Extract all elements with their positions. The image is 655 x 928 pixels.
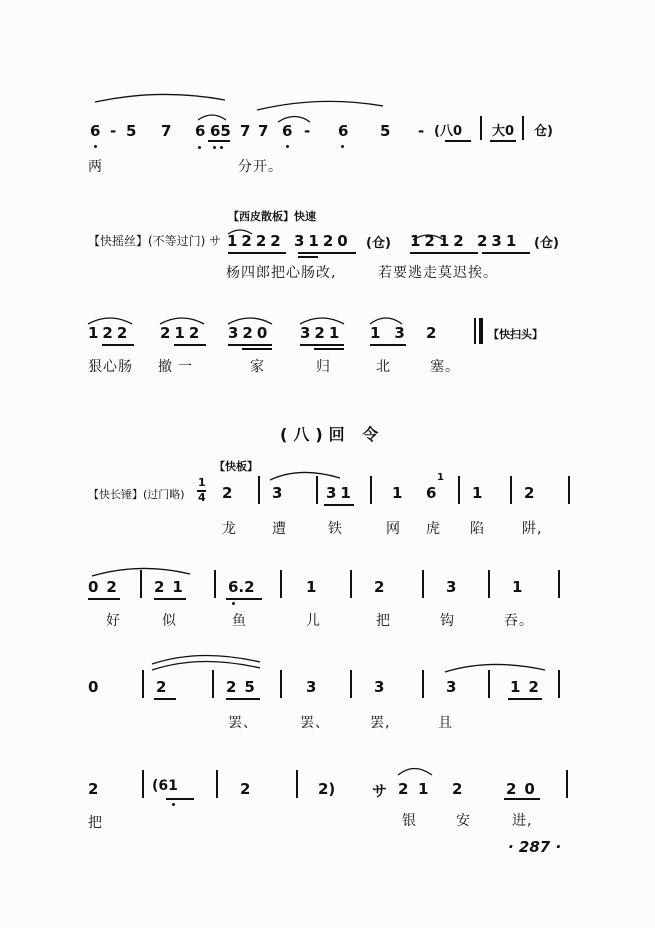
lyric: 遭 <box>272 521 287 537</box>
final-barline <box>479 318 483 344</box>
slur <box>152 655 260 664</box>
underline <box>482 252 530 254</box>
low-dot <box>341 145 344 148</box>
note: (八0 <box>434 124 462 139</box>
note: 5 <box>126 122 137 140</box>
barline <box>350 670 352 698</box>
note: 3 <box>446 578 457 596</box>
note: 2 <box>524 484 535 502</box>
note: 21 <box>154 578 191 596</box>
note: 6.2 <box>228 578 255 596</box>
note: 0 <box>88 678 99 696</box>
note: 2 <box>398 780 409 798</box>
lyric: 分开。 <box>238 159 283 175</box>
note: 3 <box>374 678 385 696</box>
barline <box>212 670 214 698</box>
lyric: 好 <box>106 613 121 629</box>
note: 1 <box>306 578 317 596</box>
note: 1 <box>472 484 483 502</box>
barline <box>422 670 424 698</box>
slur <box>445 664 545 672</box>
note: 3 <box>272 484 283 502</box>
lyric: 龙 <box>222 521 237 537</box>
phrase: 1222 3120 <box>227 232 352 250</box>
pause: (仓) <box>534 236 559 251</box>
lyric: 北 <box>376 359 391 375</box>
barline <box>488 670 490 698</box>
barline <box>422 570 424 598</box>
lyric: 钩 <box>440 613 455 629</box>
note: - <box>418 122 425 140</box>
lyric: 吞。 <box>504 613 534 629</box>
tempo-label: 【快板】 <box>214 460 258 473</box>
note: 2) <box>318 780 336 798</box>
lyric: 虎 <box>426 521 441 537</box>
note-group: 320 <box>228 324 272 342</box>
lyric: 且 <box>438 715 453 731</box>
barline <box>140 570 142 598</box>
underline <box>445 140 471 142</box>
slur <box>198 115 226 120</box>
lyric: 鱼 <box>232 613 247 629</box>
note: 6 <box>282 122 293 140</box>
low-dot <box>213 146 216 149</box>
underline <box>226 598 262 600</box>
note-group: 13 <box>370 324 419 342</box>
underline <box>166 798 194 800</box>
note: 5 <box>380 122 391 140</box>
underline <box>324 504 354 506</box>
lyric: 把 <box>376 613 391 629</box>
time-signature-top: 1 <box>198 476 206 489</box>
note: 1 <box>418 780 429 798</box>
note: 2 <box>240 780 251 798</box>
barline <box>216 770 218 798</box>
phrase: 1212 231 <box>410 232 521 250</box>
note: 2 <box>222 484 233 502</box>
underline <box>242 348 272 350</box>
slur <box>257 101 383 110</box>
lyric: 罢、 <box>228 715 258 731</box>
lyric: 归 <box>316 359 331 375</box>
barline <box>214 570 216 598</box>
low-dot <box>172 803 175 806</box>
section-title: (八)回 令 <box>280 425 385 444</box>
final-barline <box>474 318 476 344</box>
barline <box>142 670 144 698</box>
barline <box>370 476 372 504</box>
low-dot <box>220 146 223 149</box>
barline <box>296 770 298 798</box>
note: 6 <box>426 484 437 502</box>
note: 6 <box>338 122 349 140</box>
underline <box>154 698 176 700</box>
note-group: 321 <box>300 324 344 342</box>
slur <box>152 661 260 670</box>
lyric: 杨四郎把心肠改, <box>226 265 337 281</box>
note: - <box>110 122 117 140</box>
barline <box>558 670 560 698</box>
note: 7 <box>258 122 269 140</box>
end-label: 【快扫头】 <box>488 328 543 341</box>
barline <box>458 476 460 504</box>
underline <box>504 798 540 800</box>
note: (61 <box>152 778 178 794</box>
underline <box>490 140 516 142</box>
barline <box>566 770 568 798</box>
page-number: · 287 · <box>508 838 562 856</box>
underline <box>314 348 344 350</box>
note: 大0 <box>492 124 515 139</box>
underline <box>370 344 406 346</box>
underline <box>410 252 478 254</box>
lyric: 罢, <box>370 715 391 731</box>
lyric: 儿 <box>306 613 321 629</box>
slur <box>398 769 432 776</box>
underline <box>102 344 134 346</box>
barline <box>522 116 524 140</box>
barline <box>142 770 144 798</box>
barline <box>488 570 490 598</box>
underline <box>88 598 120 600</box>
note: 3 <box>446 678 457 696</box>
note: 12 <box>510 678 547 696</box>
note: 2 <box>374 578 385 596</box>
note: 1 <box>392 484 403 502</box>
underline <box>298 252 356 254</box>
barline <box>568 476 570 504</box>
underline <box>228 344 272 346</box>
note: 1 <box>512 578 523 596</box>
lyric: 若要逃走莫迟挨。 <box>378 265 498 281</box>
slur <box>95 94 225 102</box>
note: 31 <box>326 484 355 502</box>
lyric: 网 <box>386 521 401 537</box>
lyric: 银 <box>402 813 417 829</box>
underline <box>228 252 286 254</box>
lyric: 两 <box>88 159 103 175</box>
barline <box>480 116 482 140</box>
lyric: 撤一 <box>158 359 198 375</box>
note: 仓) <box>534 124 553 139</box>
low-dot <box>286 145 289 148</box>
pause: (仓) <box>366 236 391 251</box>
lyric: 阱, <box>522 521 543 537</box>
note: - <box>304 122 311 140</box>
low-dot <box>198 146 201 149</box>
note: 2 <box>156 678 167 696</box>
underline <box>154 598 186 600</box>
underline <box>508 698 542 700</box>
low-dot <box>232 602 235 605</box>
note: 2 <box>88 780 99 798</box>
underline <box>174 344 206 346</box>
barline <box>258 476 260 504</box>
barline <box>280 670 282 698</box>
barline <box>510 476 512 504</box>
lyric: 家 <box>250 359 265 375</box>
prefix-label: 【快摇丝】(不等过门) サ <box>88 234 222 248</box>
note: 3 <box>306 678 317 696</box>
lyric: 陷 <box>470 521 485 537</box>
lyric: 把 <box>88 815 103 831</box>
lyric: 铁 <box>328 521 343 537</box>
note: 2 <box>452 780 463 798</box>
low-dot <box>94 145 97 148</box>
lyric: 安 <box>456 813 471 829</box>
barline <box>350 570 352 598</box>
underline <box>300 344 344 346</box>
note-group: 122 <box>88 324 132 342</box>
note: 6 <box>195 122 206 140</box>
note-group: 212 <box>160 324 204 342</box>
lyric: 进, <box>512 813 533 829</box>
barline <box>316 476 318 504</box>
lyric: 似 <box>162 613 177 629</box>
prefix-label: 【快长锤】(过门略) <box>88 488 185 501</box>
note: 20 <box>506 780 543 798</box>
note: 7 <box>161 122 172 140</box>
note: 6 <box>90 122 101 140</box>
note: サ <box>372 782 388 800</box>
time-signature-bottom: 4 <box>198 491 206 504</box>
slur <box>270 472 340 480</box>
lyric: 狠心肠 <box>88 359 133 375</box>
underline <box>226 698 260 700</box>
barline <box>558 570 560 598</box>
grace-note: 1 <box>437 472 444 483</box>
barline <box>280 570 282 598</box>
note-group: 2 <box>426 324 437 342</box>
note: 7 <box>240 122 251 140</box>
lyric: 塞。 <box>430 359 460 375</box>
note: 25 <box>226 678 263 696</box>
note: 02 <box>88 578 125 596</box>
underline <box>298 256 318 258</box>
lyric: 罢、 <box>300 715 330 731</box>
note: 65 <box>210 122 231 140</box>
tempo-label: 【西皮散板】快速 <box>228 210 316 223</box>
underline <box>208 140 230 142</box>
